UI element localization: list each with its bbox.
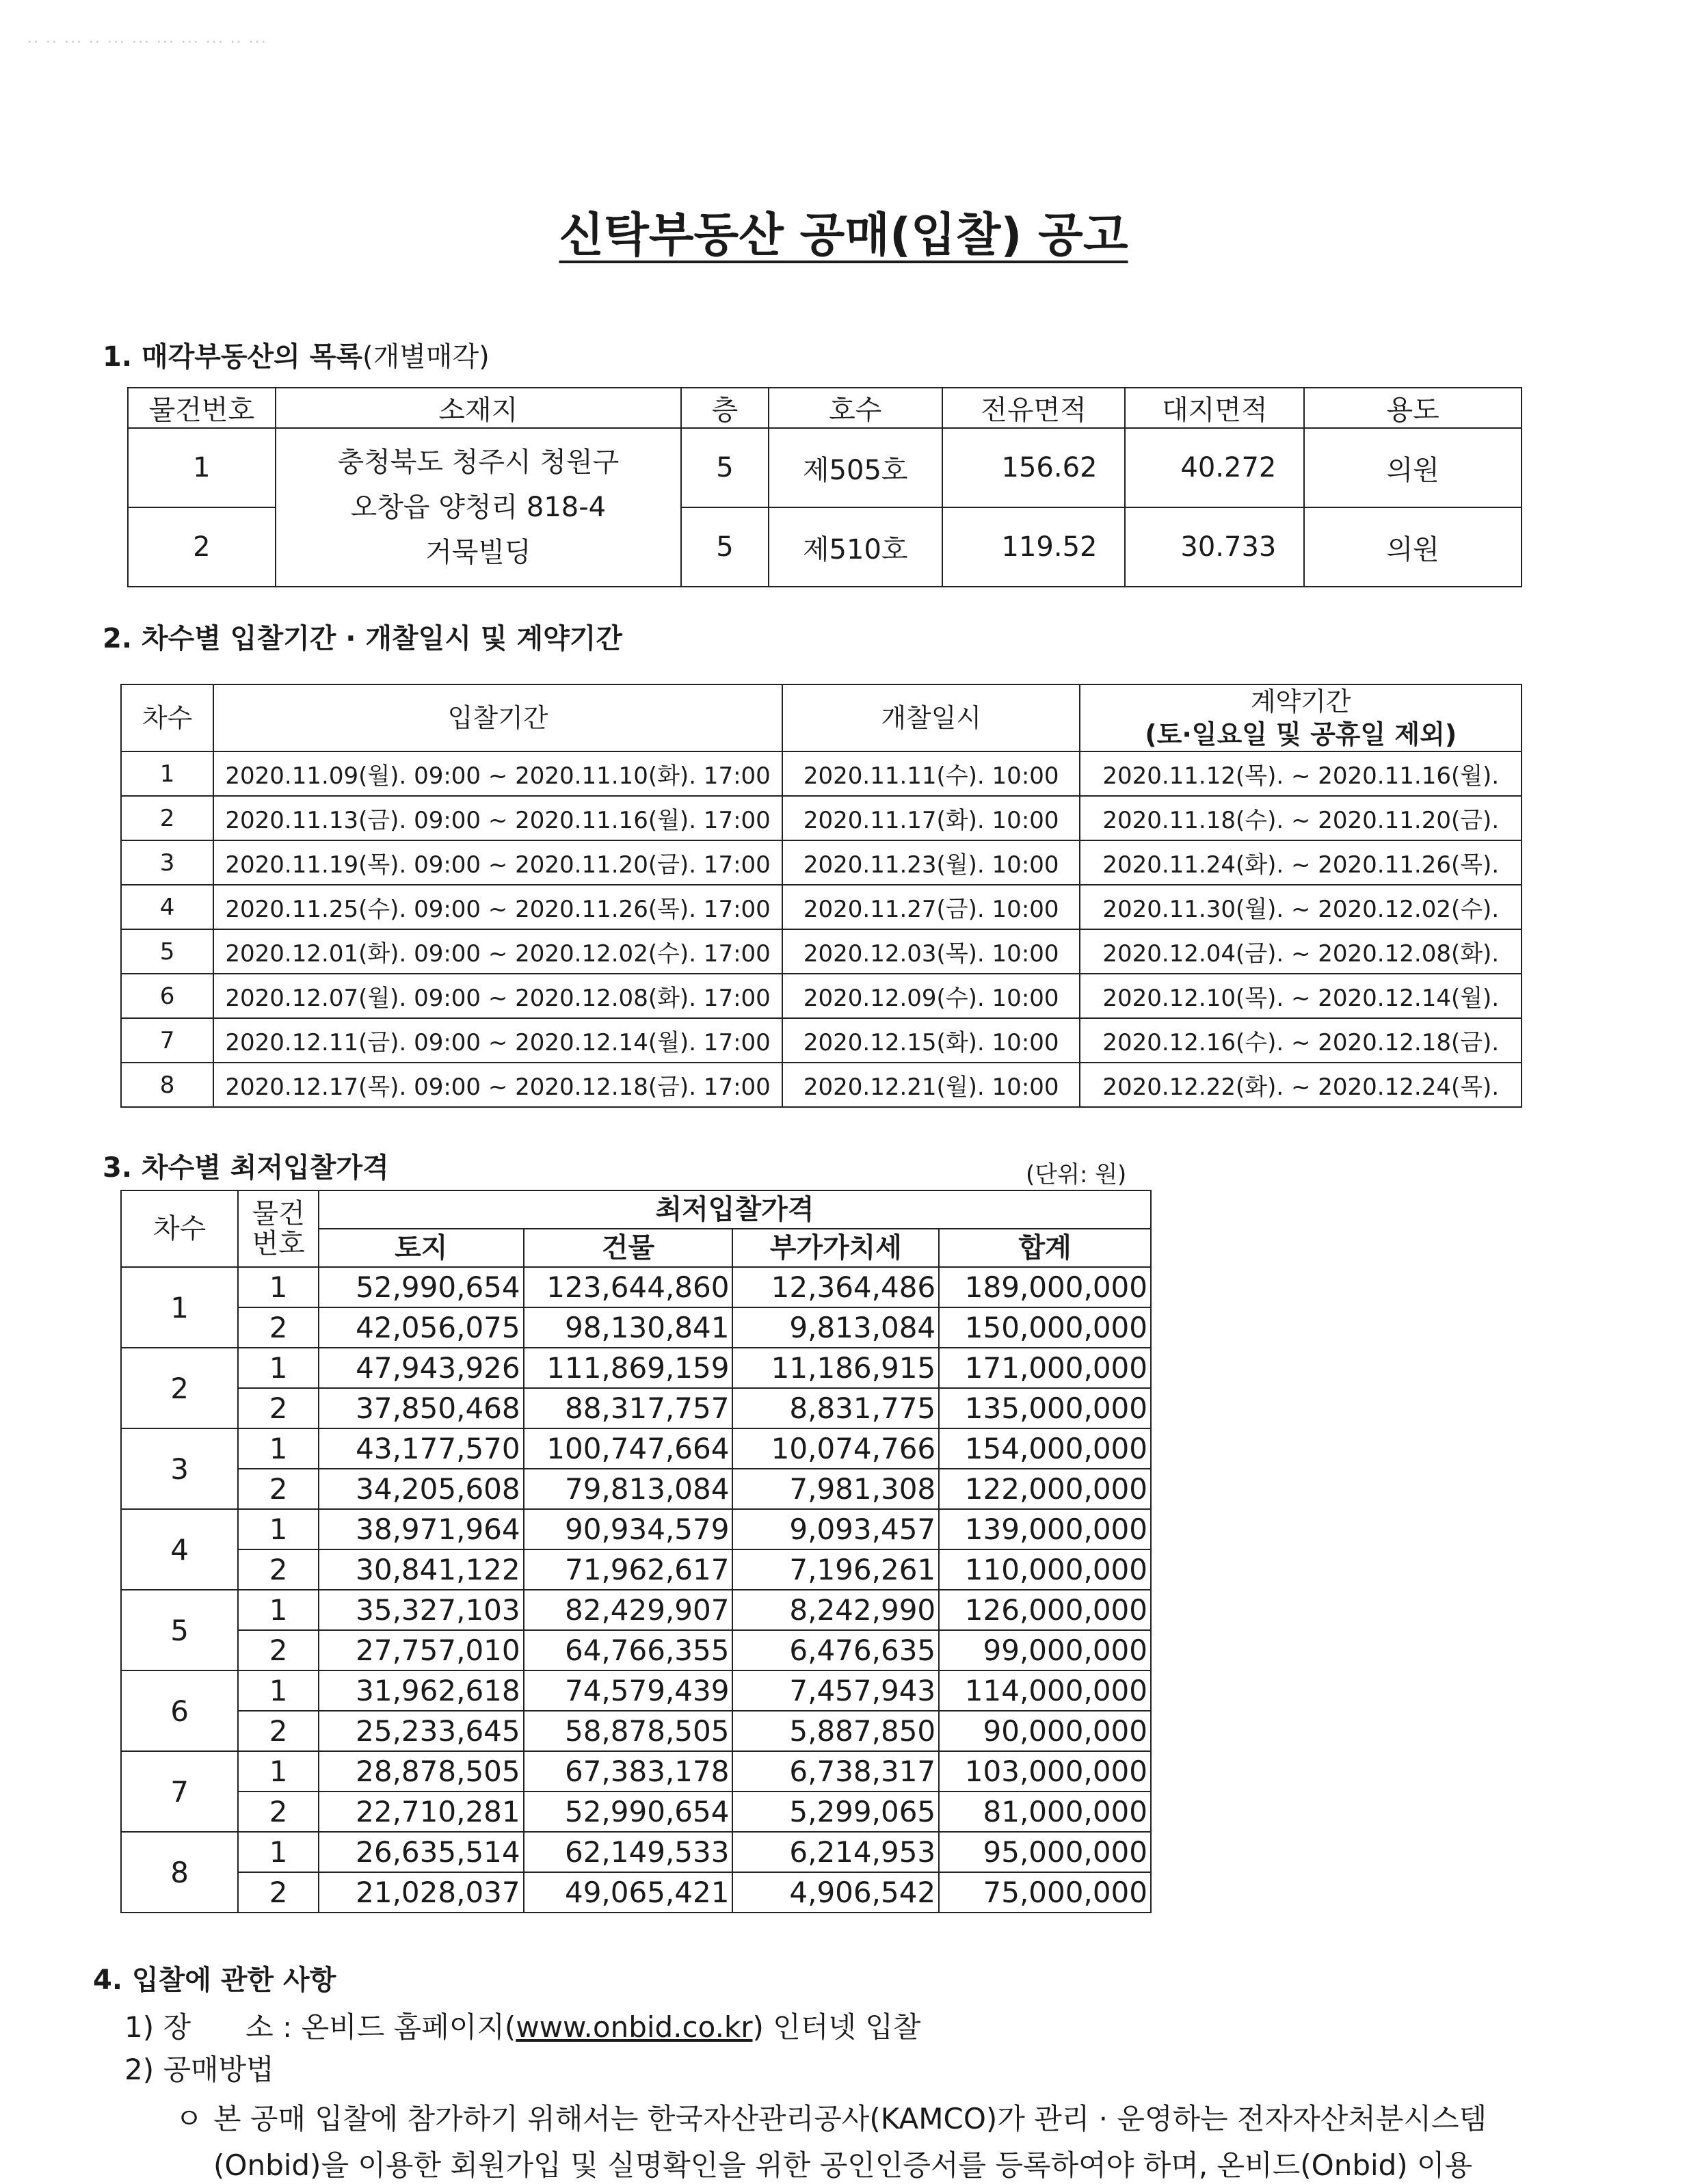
price-item-no: 1 [238,1751,319,1792]
price-item-no: 2 [238,1711,319,1751]
price-land: 52,990,654 [319,1267,524,1307]
schedule-bid-period: 2020.12.01(화). 09:00 ~ 2020.12.02(수). 17:00 [213,929,782,974]
schedule-bid-period: 2020.12.17(목). 09:00 ~ 2020.12.18(금). 17:00 [213,1063,782,1107]
schedule-opening: 2020.11.17(화). 10:00 [782,796,1080,840]
price-item-no: 2 [238,1549,319,1590]
price-item-no: 2 [238,1469,319,1509]
price-building: 74,579,439 [524,1670,733,1711]
onbid-link[interactable]: www.onbid.co.kr [516,2010,753,2044]
schedule-round: 5 [121,929,213,974]
property-exclusive-area: 119.52 [942,507,1126,587]
price-total: 75,000,000 [939,1872,1151,1913]
price-item-no: 2 [238,1630,319,1670]
price-building: 71,962,617 [524,1549,733,1590]
price-vat: 6,738,317 [732,1751,939,1792]
price-vat: 4,906,542 [732,1872,939,1913]
schedule-opening: 2020.12.15(화). 10:00 [782,1018,1080,1063]
schedule-opening: 2020.11.23(월). 10:00 [782,840,1080,885]
price-land: 37,850,468 [319,1388,524,1428]
property-header-6: 용도 [1304,388,1522,428]
price-total: 126,000,000 [939,1590,1151,1630]
price-total: 171,000,000 [939,1348,1151,1388]
fax-header: ·· ·· ··· ·· ··· ··· ··· ··· ··· ·· ··· [27,34,267,51]
price-vat: 9,813,084 [732,1307,939,1348]
price-total: 81,000,000 [939,1792,1151,1832]
bullet-icon: ㅇ [175,2102,203,2135]
price-land: 43,177,570 [319,1428,524,1469]
price-header-vat: 부가가치세 [732,1229,939,1267]
price-land: 22,710,281 [319,1792,524,1832]
price-land: 47,943,926 [319,1348,524,1388]
schedule-round: 6 [121,974,213,1018]
price-header-round: 차수 [121,1190,238,1267]
schedule-opening: 2020.11.11(수). 10:00 [782,751,1080,796]
location-line: 거묵빌딩 [425,537,531,568]
schedule-round: 7 [121,1018,213,1063]
price-land: 35,327,103 [319,1590,524,1630]
price-item-no: 2 [238,1388,319,1428]
price-total: 154,000,000 [939,1428,1151,1469]
price-land: 31,962,618 [319,1670,524,1711]
schedule-contract: 2020.12.10(목). ~ 2020.12.14(월). [1080,974,1522,1018]
price-land: 30,841,122 [319,1549,524,1590]
price-building: 67,383,178 [524,1751,733,1792]
price-building: 82,429,907 [524,1590,733,1630]
table-row [121,929,1522,974]
section2-heading: 2. 차수별 입찰기간 · 개찰일시 및 계약기간 [103,623,623,654]
property-floor: 5 [681,507,769,587]
schedule-contract: 2020.11.30(월). ~ 2020.12.02(수). [1080,885,1522,929]
price-header-item: 물건 번호 [238,1190,319,1267]
price-item-no: 2 [238,1872,319,1913]
table-row [121,1348,1151,1388]
property-header-0: 물건번호 [128,388,276,428]
schedule-round: 1 [121,751,213,796]
table-row [121,751,1522,796]
table-row [121,796,1522,840]
price-building: 49,065,421 [524,1872,733,1913]
table-row [128,428,1522,507]
section4-heading: 4. 입찰에 관한 사항 [93,1965,336,1996]
schedule-round: 4 [121,885,213,929]
price-land: 28,878,505 [319,1751,524,1792]
price-land: 26,635,514 [319,1832,524,1872]
table-row [121,974,1522,1018]
price-header-building: 건물 [524,1229,733,1267]
method-label: 2) 공매방법 [124,2053,274,2086]
table-row [121,1388,1151,1428]
schedule-bid-period: 2020.11.13(금). 09:00 ~ 2020.11.16(월). 17:00 [213,796,782,840]
page-title: 신탁부동산 공매(입찰) 공고 [559,209,1128,263]
price-vat: 8,242,990 [732,1590,939,1630]
property-use: 의원 [1304,428,1522,507]
price-land: 34,205,608 [319,1469,524,1509]
price-land: 27,757,010 [319,1630,524,1670]
price-vat: 7,196,261 [732,1549,939,1590]
price-vat: 11,186,915 [732,1348,939,1388]
property-exclusive-area: 156.62 [942,428,1126,507]
bid-place: 1) 장 소 : 온비드 홈페이지(www.onbid.co.kr) 인터넷 입찰 [124,2010,921,2044]
price-building: 88,317,757 [524,1388,733,1428]
price-vat: 10,074,766 [732,1428,939,1469]
property-use: 의원 [1304,507,1522,587]
property-header-4: 전유면적 [942,388,1126,428]
property-header-2: 층 [681,388,769,428]
price-total: 103,000,000 [939,1751,1151,1792]
price-round: 1 [121,1267,238,1348]
schedule-opening: 2020.11.27(금). 10:00 [782,885,1080,929]
price-land: 25,233,645 [319,1711,524,1751]
table-row [121,1872,1151,1913]
price-total: 135,000,000 [939,1388,1151,1428]
schedule-contract: 2020.12.22(화). ~ 2020.12.24(목). [1080,1063,1522,1107]
property-header-3: 호수 [769,388,942,428]
price-building: 52,990,654 [524,1792,733,1832]
schedule-round: 8 [121,1063,213,1107]
price-building: 79,813,084 [524,1469,733,1509]
property-header-5: 대지면적 [1125,388,1304,428]
price-item-no: 1 [238,1509,319,1549]
schedule-bid-period: 2020.12.11(금). 09:00 ~ 2020.12.14(월). 17:00 [213,1018,782,1063]
schedule-header-bid-period: 입찰기간 [213,684,782,751]
schedule-header-round: 차수 [121,684,213,751]
schedule-opening: 2020.12.03(목). 10:00 [782,929,1080,974]
price-total: 150,000,000 [939,1307,1151,1348]
property-location [276,428,681,587]
schedule-round: 3 [121,840,213,885]
table-row [121,840,1522,885]
section1-heading: 1. 매각부동산의 목록(개별매각) [103,341,490,373]
price-vat: 7,457,943 [732,1670,939,1711]
schedule-contract: 2020.12.04(금). ~ 2020.12.08(화). [1080,929,1522,974]
price-vat: 6,476,635 [732,1630,939,1670]
method-line-2: (Onbid)을 이용한 회원가입 및 실명확인을 위한 공인인증서를 등록하여야 하며, 온비드(Onbid) 이용 [213,2148,1473,2182]
table-row [121,885,1522,929]
price-total: 122,000,000 [939,1469,1151,1509]
price-building: 62,149,533 [524,1832,733,1872]
price-round: 8 [121,1832,238,1913]
table-row [121,1469,1151,1509]
table-row [121,1018,1522,1063]
table-row [121,1509,1151,1549]
price-vat: 7,981,308 [732,1469,939,1509]
price-total: 99,000,000 [939,1630,1151,1670]
price-header-total: 합계 [939,1229,1151,1267]
property-no: 1 [128,428,276,507]
price-item-no: 1 [238,1348,319,1388]
price-total: 110,000,000 [939,1549,1151,1590]
price-total: 114,000,000 [939,1670,1151,1711]
property-list-table [127,387,1522,587]
schedule-contract: 2020.11.18(수). ~ 2020.11.20(금). [1080,796,1522,840]
price-vat: 8,831,775 [732,1388,939,1428]
property-land-area: 40.272 [1125,428,1304,507]
schedule-opening: 2020.12.21(월). 10:00 [782,1063,1080,1107]
price-land: 38,971,964 [319,1509,524,1549]
price-building: 58,878,505 [524,1711,733,1751]
schedule-bid-period: 2020.11.09(월). 09:00 ~ 2020.11.10(화). 17:00 [213,751,782,796]
price-item-no: 1 [238,1670,319,1711]
price-item-no: 2 [238,1307,319,1348]
schedule-contract: 2020.11.24(화). ~ 2020.11.26(목). [1080,840,1522,885]
property-header-1: 소재지 [276,388,681,428]
price-round: 6 [121,1670,238,1751]
property-unit: 제505호 [769,428,942,507]
table-row [121,1590,1151,1630]
price-round: 2 [121,1348,238,1428]
price-building: 90,934,579 [524,1509,733,1549]
property-unit: 제510호 [769,507,942,587]
schedule-contract: 2020.11.12(목). ~ 2020.11.16(월). [1080,751,1522,796]
table-row [121,1307,1151,1348]
price-building: 98,130,841 [524,1307,733,1348]
price-total: 189,000,000 [939,1267,1151,1307]
property-land-area: 30.733 [1125,507,1304,587]
price-building: 123,644,860 [524,1267,733,1307]
schedule-bid-period: 2020.12.07(월). 09:00 ~ 2020.12.08(화). 17:00 [213,974,782,1018]
schedule-header-opening: 개찰일시 [782,684,1080,751]
table-row [121,1751,1151,1792]
table-row [121,1428,1151,1469]
schedule-table [120,684,1522,1108]
price-land: 21,028,037 [319,1872,524,1913]
table-row [121,1630,1151,1670]
min-price-table [120,1190,1152,1913]
price-header-land: 토지 [319,1229,524,1267]
table-row [121,1670,1151,1711]
price-vat: 5,299,065 [732,1792,939,1832]
method-line-1: 본 공매 입찰에 참가하기 위해서는 한국자산관리공사(KAMCO)가 관리 · 운영하는 전자자산처분시스템 [213,2102,1487,2135]
schedule-contract: 2020.12.16(수). ~ 2020.12.18(금). [1080,1018,1522,1063]
location-line: 충청북도 청주시 청원구 [337,447,620,478]
table-row [121,1063,1522,1107]
table-row [121,1711,1151,1751]
schedule-round: 2 [121,796,213,840]
price-vat: 5,887,850 [732,1711,939,1751]
price-item-no: 1 [238,1832,319,1872]
price-vat: 12,364,486 [732,1267,939,1307]
price-building: 111,869,159 [524,1348,733,1388]
price-item-no: 2 [238,1792,319,1832]
price-item-no: 1 [238,1590,319,1630]
section3-heading: 3. 차수별 최저입찰가격 [103,1152,389,1184]
table-row [121,1792,1151,1832]
price-item-no: 1 [238,1267,319,1307]
price-land: 42,056,075 [319,1307,524,1348]
table-row [121,1549,1151,1590]
schedule-opening: 2020.12.09(수). 10:00 [782,974,1080,1018]
schedule-bid-period: 2020.11.25(수). 09:00 ~ 2020.11.26(목). 17:00 [213,885,782,929]
price-header-group: 최저입찰가격 [319,1190,1151,1229]
price-round: 5 [121,1590,238,1670]
price-building: 64,766,355 [524,1630,733,1670]
price-total: 139,000,000 [939,1509,1151,1549]
property-floor: 5 [681,428,769,507]
table-row [121,1267,1151,1307]
price-vat: 6,214,953 [732,1832,939,1872]
schedule-bid-period: 2020.11.19(목). 09:00 ~ 2020.11.20(금). 17:00 [213,840,782,885]
unit-label: (단위: 원) [1026,1161,1127,1188]
price-round: 3 [121,1428,238,1509]
price-round: 7 [121,1751,238,1832]
price-building: 100,747,664 [524,1428,733,1469]
price-total: 90,000,000 [939,1711,1151,1751]
location-line: 오창읍 양청리 818-4 [350,492,607,523]
price-round: 4 [121,1509,238,1590]
price-item-no: 1 [238,1428,319,1469]
price-vat: 9,093,457 [732,1509,939,1549]
property-no: 2 [128,507,276,587]
schedule-header-contract: 계약기간 (토·일요일 및 공휴일 제외) [1080,684,1522,751]
price-total: 95,000,000 [939,1832,1151,1872]
table-row [121,1832,1151,1872]
